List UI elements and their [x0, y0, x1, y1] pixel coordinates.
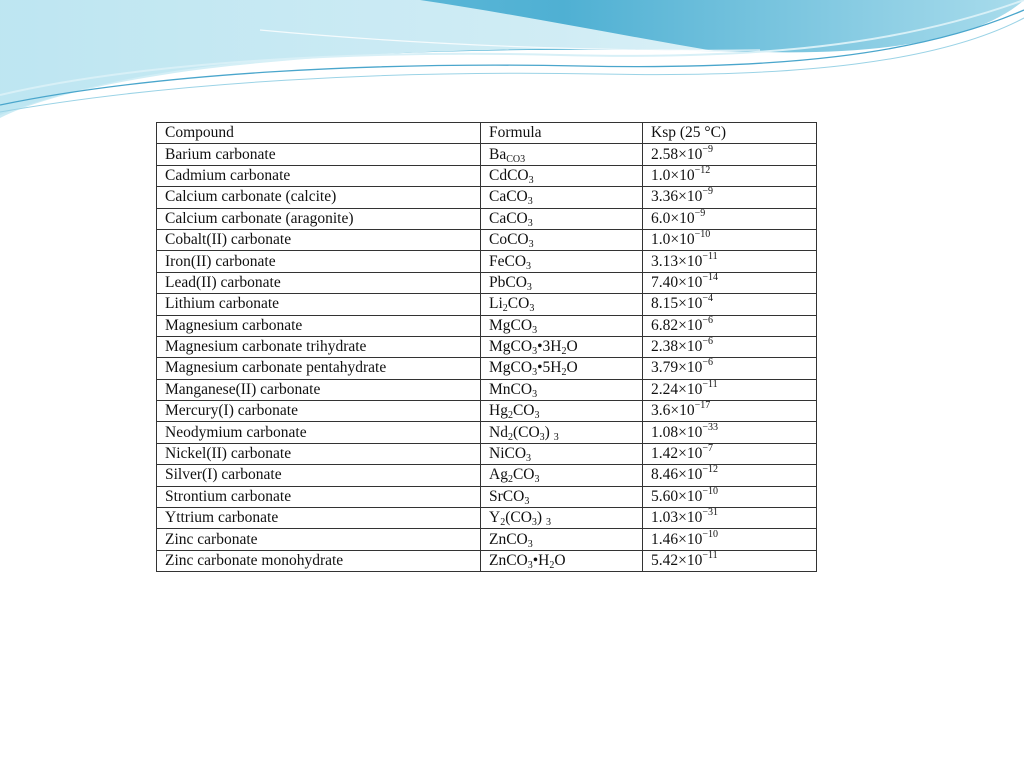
ksp-mantissa: 1.03×10: [651, 509, 703, 527]
table-row: [157, 379, 817, 400]
ksp-cell: [643, 358, 817, 379]
formula-subscript: 2: [507, 474, 513, 486]
formula-text: PbCO: [489, 273, 527, 291]
compound-cell: Strontium carbonate: [157, 486, 481, 507]
formula-subscript: 2: [561, 346, 567, 358]
ksp-mantissa: 3.13×10: [651, 252, 703, 270]
table-body: [157, 144, 817, 572]
formula-text: O: [566, 359, 578, 377]
ksp-exponent: −10: [702, 528, 719, 540]
formula-text: MgCO: [489, 316, 533, 334]
formula-subscript: 3: [520, 153, 526, 165]
compound-cell: Yttrium carbonate: [157, 508, 481, 529]
table-row: [157, 251, 817, 272]
ksp-cell: [643, 422, 817, 443]
formula-text: CdCO: [489, 166, 529, 184]
formula-text: O: [554, 552, 566, 569]
ksp-cell: [643, 336, 817, 357]
ksp-exponent: −7: [702, 443, 714, 455]
formula-cell: [481, 422, 643, 443]
formula-subscript: 3: [527, 560, 533, 571]
formula-subscript: 3: [532, 388, 538, 400]
table-row: [157, 336, 817, 357]
compound-cell: Neodymium carbonate: [157, 422, 481, 443]
formula-text: •H: [532, 552, 550, 569]
formula-subscript: 3: [532, 324, 538, 336]
formula-text: CaCO: [489, 209, 528, 227]
compound-cell: Manganese(II) carbonate: [157, 379, 481, 400]
header-compound: Compound: [157, 123, 481, 144]
formula-subscript: 2: [549, 560, 555, 571]
formula-cell: [481, 251, 643, 272]
table-row: [157, 422, 817, 443]
ksp-mantissa: 2.38×10: [651, 338, 703, 356]
compound-cell: Magnesium carbonate pentahydrate: [157, 358, 481, 379]
compound-cell: Cobalt(II) carbonate: [157, 229, 481, 250]
ksp-mantissa: 1.0×10: [651, 231, 695, 249]
formula-subscript: 3: [545, 517, 551, 529]
formula-text: (CO: [505, 509, 532, 527]
ksp-exponent: −12: [702, 464, 719, 476]
formula-cell: [481, 401, 643, 422]
formula-cell: [481, 187, 643, 208]
formula-subscript: 3: [532, 346, 538, 358]
formula-text: Hg: [489, 402, 508, 420]
table-row: [157, 401, 817, 422]
formula-cell: [481, 379, 643, 400]
formula-text: Nd: [489, 423, 508, 441]
formula-subscript: 3: [527, 538, 533, 550]
ksp-mantissa: 1.08×10: [651, 423, 703, 441]
formula-subscript: 3: [553, 431, 559, 443]
ksp-mantissa: 1.46×10: [651, 530, 703, 548]
formula-text: ZnCO: [489, 552, 528, 569]
formula-cell: [481, 208, 643, 229]
formula-text: MgCO: [489, 338, 533, 356]
ksp-exponent: −10: [702, 485, 719, 497]
ksp-mantissa: 6.82×10: [651, 316, 703, 334]
formula-subscript: 3: [534, 474, 540, 486]
formula-text: (CO: [512, 423, 540, 441]
ksp-cell: [643, 401, 817, 422]
formula-subscript: 3: [527, 196, 533, 208]
formula-cell: [481, 550, 643, 571]
formula-cell: [481, 272, 643, 293]
compound-cell: Silver(I) carbonate: [157, 465, 481, 486]
ksp-exponent: −9: [702, 186, 714, 198]
ksp-mantissa: 3.6×10: [651, 402, 695, 420]
ksp-cell: [643, 529, 817, 550]
ksp-cell: [643, 272, 817, 293]
formula-cell: [481, 465, 643, 486]
formula-cell: [481, 294, 643, 315]
formula-subscript: 3: [529, 303, 535, 315]
table-row: [157, 272, 817, 293]
formula-text: ): [536, 509, 546, 527]
table-row: [157, 315, 817, 336]
formula-subscript: 3: [526, 260, 532, 272]
ksp-exponent: −17: [694, 400, 711, 412]
ksp-cell: [643, 550, 817, 571]
ksp-cell: [643, 486, 817, 507]
formula-text: CaCO: [489, 188, 528, 206]
formula-text: Ba: [489, 145, 507, 163]
table-row: [157, 294, 817, 315]
formula-cell: [481, 315, 643, 336]
formula-subscript: 3: [528, 239, 534, 251]
ksp-cell: [643, 508, 817, 529]
ksp-exponent: −11: [702, 378, 718, 390]
ksp-cell: [643, 465, 817, 486]
ksp-exponent: −4: [702, 293, 714, 305]
table-row: [157, 443, 817, 464]
ksp-cell: [643, 443, 817, 464]
ksp-exponent: −9: [702, 143, 714, 155]
table-row: [157, 508, 817, 529]
ksp-exponent: −12: [694, 164, 711, 176]
formula-cell: [481, 486, 643, 507]
ksp-mantissa: 1.42×10: [651, 445, 703, 463]
compound-cell: Iron(II) carbonate: [157, 251, 481, 272]
formula-subscript: 2: [507, 431, 513, 443]
ksp-mantissa: 3.36×10: [651, 188, 703, 206]
ksp-cell: [643, 229, 817, 250]
formula-text: CO: [512, 402, 535, 420]
formula-text: SrCO: [489, 487, 525, 505]
ksp-exponent: −6: [702, 336, 714, 348]
ksp-cell: [643, 144, 817, 165]
formula-cell: [481, 443, 643, 464]
wave-decoration: [0, 0, 1024, 125]
formula-subscript: 2: [502, 303, 508, 315]
formula-cell: [481, 336, 643, 357]
compound-cell: Lead(II) carbonate: [157, 272, 481, 293]
formula-subscript: 2: [561, 367, 567, 379]
ksp-cell: [643, 208, 817, 229]
ksp-exponent: −33: [702, 421, 719, 433]
formula-cell: [481, 229, 643, 250]
formula-text: NiCO: [489, 445, 527, 463]
header-formula: Formula: [481, 123, 643, 144]
ksp-mantissa: 5.42×10: [651, 552, 703, 569]
formula-text: CoCO: [489, 231, 529, 249]
ksp-mantissa: 1.0×10: [651, 166, 695, 184]
table-row: [157, 165, 817, 186]
formula-cell: [481, 144, 643, 165]
compound-cell: Barium carbonate: [157, 144, 481, 165]
ksp-cell: [643, 379, 817, 400]
formula-subscript: 2: [507, 410, 513, 422]
ksp-exponent: −11: [702, 550, 718, 561]
formula-text: MgCO: [489, 359, 533, 377]
ksp-exponent: −11: [702, 250, 718, 262]
ksp-exponent: −6: [702, 357, 714, 369]
ksp-mantissa: 7.40×10: [651, 273, 703, 291]
formula-cell: [481, 358, 643, 379]
ksp-mantissa: 8.46×10: [651, 466, 703, 484]
compound-cell: Cadmium carbonate: [157, 165, 481, 186]
table-row: [157, 486, 817, 507]
formula-text: ZnCO: [489, 530, 528, 548]
formula-subscript: 3: [532, 367, 538, 379]
formula-subscript: CO: [506, 153, 521, 165]
ksp-cell: [643, 165, 817, 186]
formula-cell: [481, 508, 643, 529]
formula-text: Ag: [489, 466, 508, 484]
table-row: [157, 550, 817, 571]
formula-text: ): [544, 423, 554, 441]
ksp-cell: [643, 251, 817, 272]
formula-subscript: 3: [527, 217, 533, 229]
compound-cell: Zinc carbonate: [157, 529, 481, 550]
ksp-exponent: −6: [702, 314, 714, 326]
table-row: [157, 187, 817, 208]
compound-cell: Zinc carbonate monohydrate: [157, 550, 481, 571]
formula-text: FeCO: [489, 252, 527, 270]
ksp-exponent: −31: [702, 507, 719, 519]
ksp-table: [156, 122, 817, 572]
formula-text: Y: [489, 509, 501, 527]
formula-subscript: 3: [526, 281, 532, 293]
ksp-exponent: −10: [694, 229, 711, 241]
ksp-mantissa: 8.15×10: [651, 295, 703, 313]
ksp-cell: [643, 187, 817, 208]
formula-cell: [481, 529, 643, 550]
compound-cell: Magnesium carbonate: [157, 315, 481, 336]
formula-text: O: [566, 338, 578, 356]
compound-cell: Mercury(I) carbonate: [157, 401, 481, 422]
formula-subscript: 3: [526, 453, 532, 465]
ksp-cell: [643, 315, 817, 336]
formula-subscript: 3: [539, 431, 545, 443]
formula-subscript: 3: [528, 174, 534, 186]
formula-text: •5H: [537, 359, 562, 377]
table-row: [157, 229, 817, 250]
compound-cell: Lithium carbonate: [157, 294, 481, 315]
formula-text: •3H: [537, 338, 562, 356]
ksp-exponent: −9: [694, 207, 706, 219]
formula-text: CO: [512, 466, 535, 484]
formula-subscript: 3: [531, 517, 537, 529]
table-row: [157, 465, 817, 486]
formula-subscript: 3: [534, 410, 540, 422]
header-wave-banner: [0, 0, 1024, 125]
ksp-exponent: −14: [702, 271, 719, 283]
table-row: [157, 358, 817, 379]
ksp-mantissa: 2.24×10: [651, 380, 703, 398]
table-row: [157, 529, 817, 550]
header-ksp: Ksp (25 °C): [643, 123, 817, 144]
ksp-mantissa: 3.79×10: [651, 359, 703, 377]
compound-cell: Calcium carbonate (aragonite): [157, 208, 481, 229]
compound-cell: Nickel(II) carbonate: [157, 443, 481, 464]
table-header-row: [157, 123, 817, 144]
formula-cell: [481, 165, 643, 186]
ksp-mantissa: 6.0×10: [651, 209, 695, 227]
formula-text: MnCO: [489, 380, 533, 398]
formula-subscript: 2: [500, 517, 506, 529]
compound-cell: Calcium carbonate (calcite): [157, 187, 481, 208]
ksp-mantissa: 2.58×10: [651, 145, 703, 163]
formula-subscript: 3: [524, 495, 530, 507]
table-row: [157, 144, 817, 165]
formula-text: CO: [507, 295, 530, 313]
formula-text: Li: [489, 295, 503, 313]
compound-cell: Magnesium carbonate trihydrate: [157, 336, 481, 357]
ksp-mantissa: 5.60×10: [651, 487, 703, 505]
table-row: [157, 208, 817, 229]
ksp-cell: [643, 294, 817, 315]
